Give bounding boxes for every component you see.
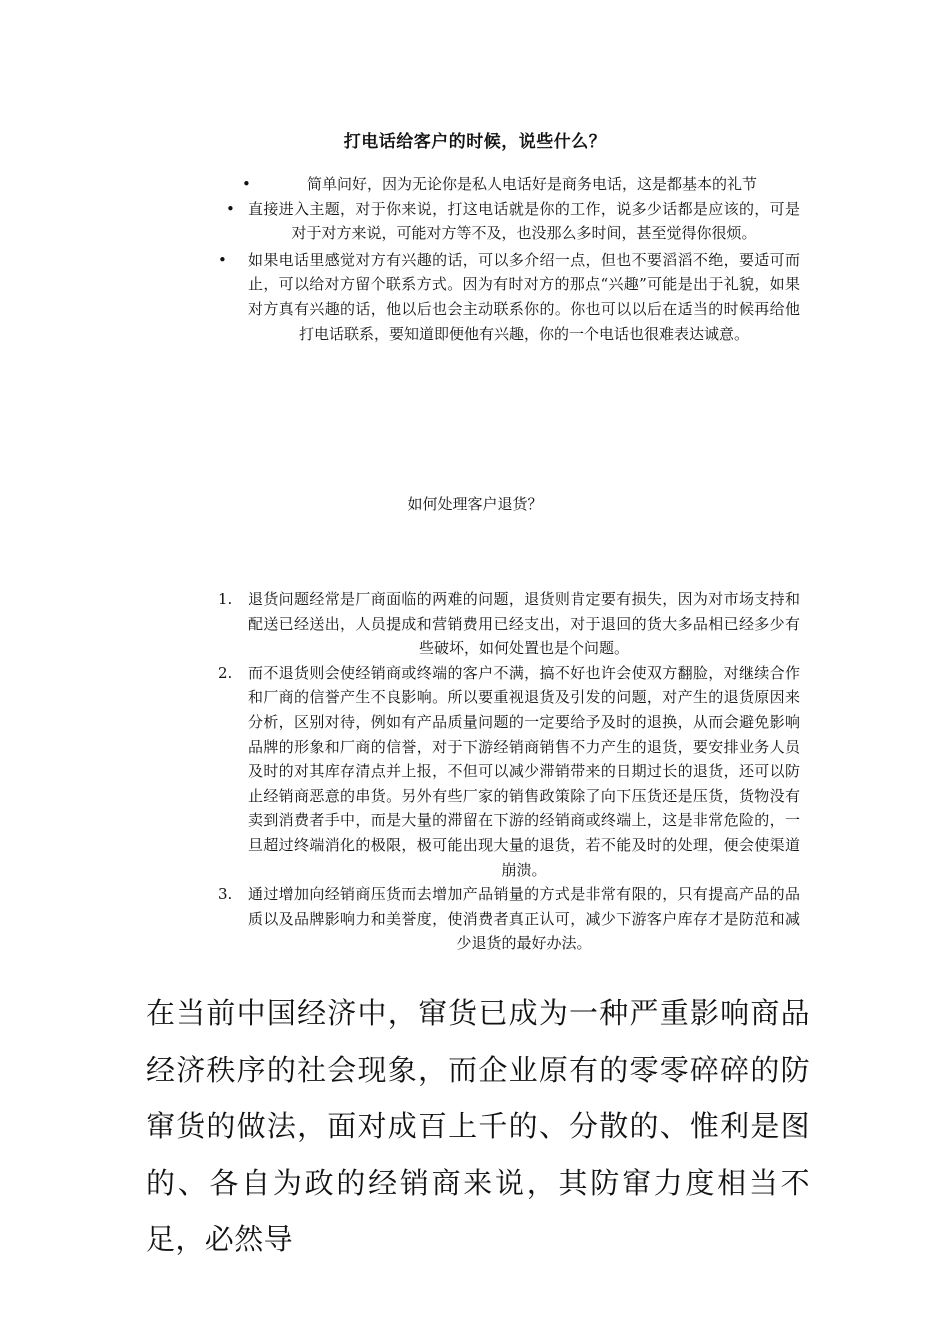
list-item (218, 587, 800, 661)
bullet-icon: • (218, 250, 227, 269)
list-item (242, 172, 792, 197)
body-paragraph-large: 在当前中国经济中，窜货已成为一种严重影响商品经济秩序的社会现象，而企业原有的零零碎碎的防窜货的做法，面对成百上千的、分散的、惟利是图的、各自为政的经销商来说，其防窜力度相当不足，必然导 (146, 996, 810, 1256)
list-item-text: 简单问好，因为无论你是私人电话好是商务电话，这是都基本的礼节 (306, 175, 757, 193)
bullet-icon: • (226, 199, 235, 218)
section-title-phone-call: 打电话给客户的时候，说些什么？ (343, 132, 607, 152)
list-item-text: 通过增加向经销商压货而去增加产品销量的方式是非常有限的，只有提高产品的品质以及品牌影响力和美誉度，使消费者真正认可，减少下游客户库存才是防范和减少退货的最好办法。 (248, 885, 800, 953)
list-item (218, 882, 800, 956)
bullet-list (0, 172, 950, 346)
list-item-number: 3. (218, 885, 233, 904)
list-item-text: 退货问题经常是厂商面临的两难的问题，退货则肯定要有损失，因为对市场支持和配送已经送出，人员提成和营销费用已经支出，对于退回的货大多品相已经多少有些破坏，如何处置也是个问题。 (248, 590, 800, 658)
list-item-text: 如果电话里感觉对方有兴趣的话，可以多介绍一点，但也不要滔滔不绝，要适可而止，可以给对方留个联系方式。因为有时对方的那点“兴趣”可能是出于礼貌，如果对方真有兴趣的话，他以后也会主动联系你的。你也可以以后在适当的时候再给他打电话联系，要知道即便他有兴趣，你的一个电话也很难表达诚意。 (248, 250, 800, 343)
bullet-icon: • (242, 175, 251, 193)
numbered-list (0, 587, 950, 956)
list-item-number: 1. (218, 590, 233, 608)
list-item-number: 2. (218, 663, 233, 682)
section-title-returns: 如何处理客户退货？ (407, 495, 543, 513)
list-item (226, 197, 800, 246)
list-item (218, 661, 800, 882)
list-item (218, 248, 800, 346)
list-item-text: 而不退货则会使经销商或终端的客户不满，搞不好也许会使双方翻脸，对继续合作和厂商的信誉产生不良影响。所以要重视退货及引发的问题，对产生的退货原因来分析，区别对待，例如有产品质量问题的一定要给予及时的退换，从而会避免影响品牌的形象和厂商的信誉，对于下游经销商销售不力产生的退货，要安排业务人员及时的对其库存清点并上报，不但可以减少滞销带来的日期过长的退货，还可以防止经销商恶意的串货。另外有些厂家的销售政策除了向下压货还是压货，货物没有卖到消费者手中，而是大量的滞留在下游的经销商或终端上，这是非常危险的，一旦超过终端消化的极限，极可能出现大量的退货，若不能及时的处理，便会使渠道崩溃。 (248, 663, 800, 879)
list-item-text: 直接进入主题，对于你来说，打这电话就是你的工作，说多少话都是应该的，可是对于对方来说，可能对方等不及，也没那么多时间，甚至觉得你很烦。 (248, 199, 800, 243)
